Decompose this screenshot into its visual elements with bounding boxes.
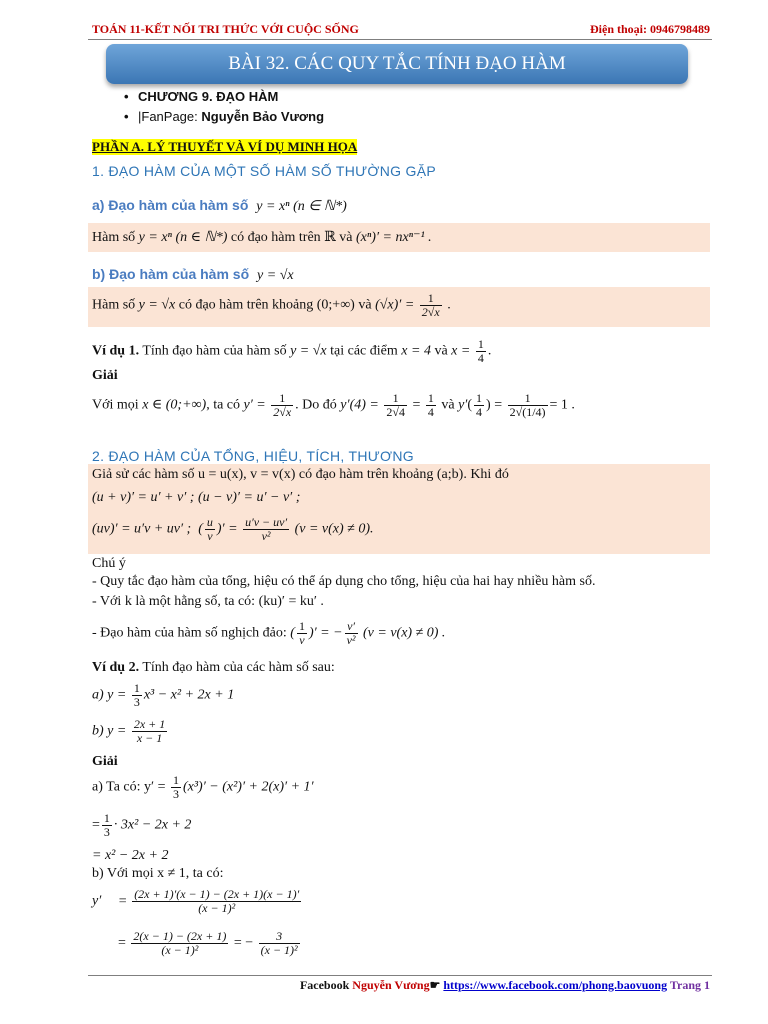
lesson-title-banner: BÀI 32. CÁC QUY TẮC TÍNH ĐẠO HÀM (106, 44, 688, 84)
section-2-title: 2. ĐẠO HÀM CỦA TỔNG, HIỆU, TÍCH, THƯƠNG (92, 448, 414, 464)
subsection-b-formula: y = √x (257, 268, 294, 283)
solution-2a-fraction-2: $\frac{1}{3}$ (103, 811, 110, 839)
footer-divider (88, 975, 712, 976)
example-1-label: Ví dụ 1. (92, 343, 140, 359)
quotient-rule: $\frac{u'v - uv'}{\text{v²}}$ (245, 515, 288, 543)
solution-1-part-g: = (412, 397, 421, 413)
solution-1-fraction-2: $\frac{1}{2√4}$ (386, 391, 405, 419)
solution-2b-line-1: b) Với mọi x ≠ 1, ta có: (92, 866, 224, 881)
fanpage-label: |FanPage: (138, 109, 202, 124)
example-1-and: và (434, 343, 448, 359)
theory-b-part5: và (358, 297, 372, 313)
example-1-function: y = √x (290, 343, 327, 359)
fanpage-name[interactable]: Nguyễn Bảo Vương (201, 109, 325, 124)
footer-page-number: Trang 1 (667, 978, 710, 992)
bullet-icon: • (124, 109, 129, 124)
section-1-title: 1. ĐẠO HÀM CỦA MỘT SỐ HÀM SỐ THƯỜNG GẶP (92, 163, 436, 179)
product-rule: (uv)′ = u′v + uv′ ; (92, 521, 192, 537)
footer-facebook-label: Facebook (299, 978, 353, 992)
subsection-b-label: b) Đạo hàm của hàm số (92, 266, 250, 282)
solution-1-part-e: . Do đó (295, 397, 337, 413)
header-phone: Điện thoại: 0946798489 (590, 22, 710, 36)
example-2b-label: b) y = (92, 723, 127, 739)
theory-a-part6: (xⁿ)′ = nxⁿ⁻¹ . (356, 230, 432, 245)
fraction-numerator: 1 (271, 392, 293, 406)
fraction-denominator: 4 (476, 405, 483, 419)
solution-2b-fraction (132, 888, 301, 915)
example-2a (92, 682, 234, 709)
solution-2a-line-3: = x² − 2x + 2 (92, 848, 169, 863)
subsection-a-label: a) Đạo hàm của hàm số (92, 197, 249, 213)
solution-1-part-h: và (441, 397, 455, 413)
theory-a-part5: và (339, 230, 353, 245)
fraction-denominator: (x − 1)² (260, 943, 298, 957)
bullet-icon: • (124, 89, 129, 104)
subsection-b-title (92, 266, 294, 284)
chapter-label: CHƯƠNG 9. ĐẠO HÀM (138, 89, 279, 104)
footer-author-name: Nguyễn Vương (352, 978, 430, 992)
theory-b-part3: có đạo hàm trên khoảng (178, 297, 314, 313)
solution-1-part-f: y′(4) = (340, 397, 379, 413)
subsection-a-title (92, 197, 347, 215)
part-a-heading: PHẦN A. LÝ THUYẾT VÀ VÍ DỤ MINH HỌA (92, 139, 358, 154)
note-3: - Đạo hàm của hàm số nghịch đảo: ( $\frac{1}{v}$ )′ = − $\frac{v'}{\text{v²}}$ (v = v(x) ≠ 0) . (92, 619, 446, 647)
example-1-point2: x = (451, 343, 471, 359)
solution-1-line: Với mọi x ∈ (0;+∞), ta có y′ = $\frac{1}{2√x}$ . Do đó y′(4) = $\frac{1}{2√4}$ = $\frac{1}{4}$ và y′( $\frac{1}{4}$ ) = $\frac{1}{2√(1/4)}$ = 1 . (92, 391, 575, 419)
theory-b-fraction (420, 292, 442, 319)
bullet-fanpage (124, 109, 324, 124)
example-2a-label: a) y = (92, 687, 130, 703)
solution-1-part-k: = 1 . (549, 397, 575, 413)
fraction-numerator: 1 (384, 392, 407, 406)
fraction-numerator: (2x + 1)′(x − 1) − (2x + 1)(x − 1)′ (134, 887, 300, 901)
solution-1-part-j: = (494, 397, 503, 413)
theory-b-part1: Hàm số (92, 297, 136, 313)
example-2-label: Ví dụ 2. (92, 660, 140, 675)
solution-1-fraction-5: $\frac{1}{2√(1/4)}$ (509, 391, 546, 419)
theory-b-part6: (√x)′ = (375, 297, 415, 313)
solution-2b-line-2: y′ = $\frac{(2x + 1)'(x - 1) - (2x + 1)(x - 1)'}{\text{(x − 1)²}}$ (92, 887, 300, 915)
note-2: - Với k là một hằng số, ta có: (ku)′ = ku′ . (92, 594, 324, 609)
fraction-numerator: 1 (427, 391, 434, 405)
solution-1-part-a: Với mọi (92, 397, 139, 413)
solution-2a-line-2: = $\frac{1}{3}$ · 3x² − 2x + 2 (92, 811, 192, 839)
fraction-numerator: 2x + 1 (133, 717, 166, 731)
solution-1-part-d: y′ = (243, 397, 266, 413)
subsection-a-formula: y = xⁿ (n ∈ ℕ*) (256, 199, 347, 214)
solution-1-part-c: , ta có (206, 397, 241, 413)
note-heading: Chú ý (92, 556, 126, 571)
theory-a-part1: Hàm số (92, 230, 136, 245)
solution-1-fraction-1 (271, 392, 293, 419)
example-2a-rest: x³ − x² + 2x + 1 (143, 687, 235, 703)
solution-2a-line-1 (92, 774, 314, 801)
solution-2b-lhs: y′ (92, 893, 102, 909)
header-title: TOÁN 11-KẾT NỐI TRI THỨC VỚI CUỘC SỐNG (92, 22, 359, 36)
theory-2-line-3: (uv)′ = u′v + uv′ ; ( $\frac{u}{v}$ )′ = $\frac{u'v - uv'}{\text{v²}}$ (v = v(x) ≠ 0). (92, 515, 374, 543)
theory-a-part2: y = xⁿ (n ∈ ℕ*) (138, 230, 228, 245)
theory-b-part2: y = √x (138, 297, 176, 313)
fraction-numerator: 1 (477, 337, 484, 351)
pointing-hand-icon: ☛ (429, 978, 444, 992)
bullet-chapter (124, 89, 278, 104)
solution-1-part-b: x ∈ (0;+∞) (142, 397, 207, 413)
example-2a-fraction: $\frac{1}{3}$ (133, 681, 140, 709)
theory-a-part4: ℝ (324, 230, 336, 245)
solution-2a-line-2-rest: · 3x² − 2x + 2 (113, 817, 192, 833)
footer (300, 978, 710, 993)
example-1: Ví dụ 1. Tính đạo hàm của hàm số y = √x tại các điểm x = 4 và x = $\frac{1}{4}$ . (92, 337, 492, 365)
example-1-text2: tại các điểm (330, 343, 398, 359)
example-2-text: Tính đạo hàm của các hàm số sau: (142, 660, 335, 675)
fraction-numerator: 1 (476, 391, 483, 405)
theory-2-line-1: Giả sử các hàm số u = u(x), v = v(x) có đạo hàm trên khoảng (a;b). Khi đó (92, 467, 509, 482)
example-1-text: Tính đạo hàm của hàm số (142, 343, 287, 359)
theory-b-text: Hàm số y = √x có đạo hàm trên khoảng (0;+∞) và (√x)′ = $\frac{1}{2√x}$ . (92, 291, 451, 319)
quotient-condition: (v = v(x) ≠ 0). (294, 521, 374, 537)
note-3-condition: (v = v(x) ≠ 0) . (363, 625, 446, 641)
solution-2-heading: Giải (92, 754, 118, 769)
fraction-denominator: (x − 1)² (198, 901, 236, 915)
fraction-denominator: 2√x (273, 405, 292, 419)
example-2b (92, 718, 169, 745)
solution-2b-fraction-3 (259, 930, 300, 957)
example-2b-fraction (132, 718, 167, 745)
example-1-point1: x = 4 (401, 343, 431, 359)
solution-2a-lhs: a) Ta có: y′ = (92, 779, 166, 795)
fraction-denominator: 4 (427, 405, 434, 419)
fraction-numerator: 3 (259, 930, 300, 944)
fraction-numerator: 1 (420, 292, 442, 306)
fraction-numerator: 2(x − 1) − (2x + 1) (133, 929, 227, 943)
solution-2a-rhs: (x³)′ − (x²)′ + 2(x)′ + 1′ (182, 779, 314, 795)
theory-b-part4: (0;+∞) (316, 297, 355, 313)
theory-a-text (92, 229, 432, 246)
solution-1-heading: Giải (92, 368, 118, 383)
example-1-fraction (476, 338, 486, 365)
solution-1-fraction-4 (474, 392, 484, 419)
solution-2a-fraction: $\frac{1}{3}$ (172, 773, 179, 801)
note-1: - Quy tắc đạo hàm của tổng, hiệu có thể áp dụng cho tổng, hiệu của hai hay nhiều hàm số. (92, 574, 596, 589)
example-2 (92, 660, 335, 676)
solution-1-fraction-3 (426, 392, 436, 419)
fraction-denominator: (x − 1)² (161, 943, 199, 957)
header-divider (88, 39, 712, 40)
note-3-text: - Đạo hàm của hàm số nghịch đảo: (92, 625, 287, 641)
footer-facebook-link[interactable]: https://www.facebook.com/phong.baovuong (443, 978, 668, 992)
quotient-lhs: $\frac{u}{v}$ (206, 515, 213, 543)
reciprocal-rhs: $\frac{v'}{\text{v²}}$ (346, 619, 356, 647)
solution-2b-line-3: = $\frac{2(x - 1) - (2x + 1)}{\text{(x − 1)²}}$ = − $\frac{3}{\text{(x − 1)²}}$ (118, 929, 298, 957)
fraction-denominator: 2√x (421, 305, 440, 319)
solution-1-part-i: y′ (458, 397, 468, 413)
reciprocal-lhs: $\frac{1}{v}$ (298, 619, 305, 647)
fraction-denominator: x − 1 (136, 731, 163, 745)
theory-2-line-2: (u + v)′ = u′ + v′ ; (u − v)′ = u′ − v′ ; (92, 490, 301, 505)
fraction-denominator: 4 (477, 351, 484, 365)
fraction-numerator: 1 (508, 392, 548, 406)
theory-a-part3: có đạo hàm trên (230, 230, 321, 245)
solution-2b-fraction-2 (131, 930, 228, 957)
